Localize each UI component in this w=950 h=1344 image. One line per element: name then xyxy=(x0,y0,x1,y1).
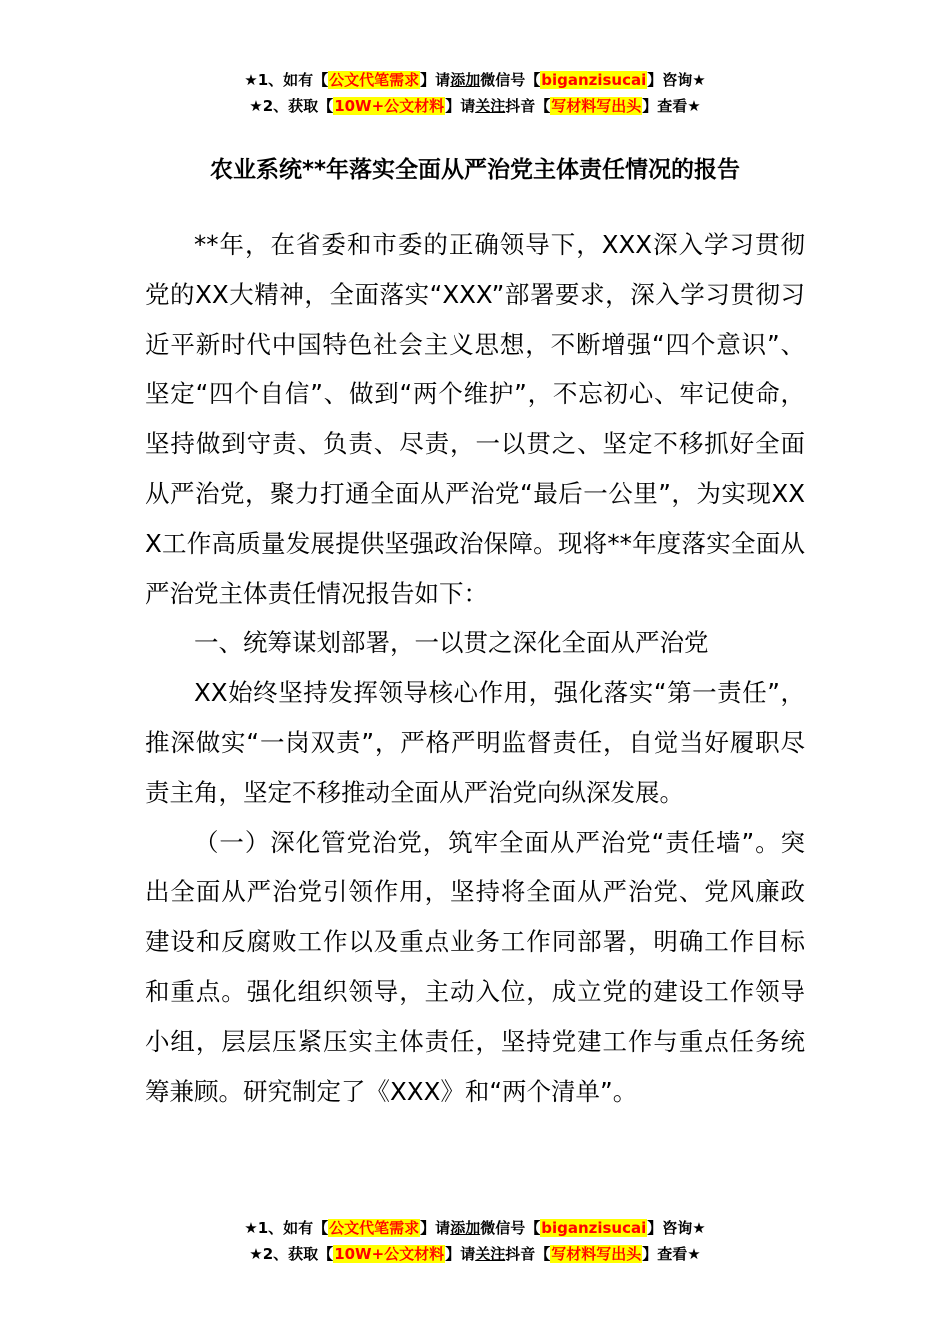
add-emphasis: 添加 xyxy=(450,1219,481,1237)
follow-emphasis: 关注 xyxy=(475,97,506,115)
banner-text: 】请 xyxy=(420,1219,451,1237)
banner-text: ★1、如有【 xyxy=(244,1219,329,1237)
wechat-id-highlight: biganzisucai xyxy=(541,1219,647,1237)
banner-text: 微信号【 xyxy=(480,1219,541,1237)
douyin-highlight: 写材料写出头 xyxy=(551,97,642,115)
follow-emphasis: 关注 xyxy=(475,1245,506,1263)
banner-text: ★2、获取【 xyxy=(249,97,334,115)
footer-banner xyxy=(0,1215,950,1267)
subsection-paragraph-1: （一）深化管党治党，筑牢全面从严治党“责任墙”。突出全面从严治党引领作用，坚持将全面从严治党、党风廉政建设和反腐败工作以及重点业务工作同部署，明确工作目标和重点。强化组织领导，主动入位，成立党的建设工作领导小组，层层压紧压实主体责任，坚持党建工作与重点任务统筹兼顾。研究制定了《XXX》和“两个清单”。 xyxy=(145,827,805,1106)
wechat-id-highlight: biganzisucai xyxy=(541,71,647,89)
add-emphasis: 添加 xyxy=(450,71,481,89)
banner-line-2 xyxy=(0,1241,950,1267)
banner-text: 】请 xyxy=(420,71,451,89)
banner-line-2 xyxy=(0,93,950,119)
banner-text: 】查看★ xyxy=(642,1245,701,1263)
banner-line-1 xyxy=(0,67,950,93)
header-banner xyxy=(0,67,950,119)
intro-paragraph: **年，在省委和市委的正确领导下，XXX深入学习贯彻党的XX大精神，全面落实“XXX”部署要求，深入学习贯彻习近平新时代中国特色社会主义思想，不断增强“四个意识”、坚定“四个自信”、做到“两个维护”，不忘初心、牢记使命，坚持做到守责、负责、尽责，一以贯之、坚定不移抓好全面从严治党，聚力打通全面从严治党“最后一公里”，为实现XXX工作高质量发展提供坚强政治保障。现将**年度落实全面从严治党主体责任情况报告如下： xyxy=(145,230,805,608)
banner-text: 微信号【 xyxy=(480,71,541,89)
banner-text: 】咨询★ xyxy=(647,71,706,89)
materials-highlight: 10W+公文材料 xyxy=(334,1245,445,1263)
document-body xyxy=(145,220,805,1116)
banner-text: ★2、获取【 xyxy=(249,1245,334,1263)
banner-line-1 xyxy=(0,1215,950,1241)
banner-text: 】请 xyxy=(445,1245,476,1263)
banner-text: 】查看★ xyxy=(642,97,701,115)
banner-text: 抖音【 xyxy=(505,1245,551,1263)
banner-text: ★1、如有【 xyxy=(244,71,329,89)
service-highlight: 公文代笔需求 xyxy=(329,1219,420,1237)
banner-text: 抖音【 xyxy=(505,97,551,115)
document-title: 农业系统**年落实全面从严治党主体责任情况的报告 xyxy=(209,157,741,183)
section-paragraph: XX始终坚持发挥领导核心作用，强化落实“第一责任”，推深做实“一岗双责”，严格严明监督责任，自觉当好履职尽责主角，坚定不移推动全面从严治党向纵深发展。 xyxy=(145,678,805,807)
section-heading-1: 一、统筹谋划部署，一以贯之深化全面从严治党 xyxy=(194,628,709,658)
douyin-highlight: 写材料写出头 xyxy=(551,1245,642,1263)
service-highlight: 公文代笔需求 xyxy=(329,71,420,89)
banner-text: 】请 xyxy=(445,97,476,115)
banner-text: 】咨询★ xyxy=(647,1219,706,1237)
materials-highlight: 10W+公文材料 xyxy=(334,97,445,115)
